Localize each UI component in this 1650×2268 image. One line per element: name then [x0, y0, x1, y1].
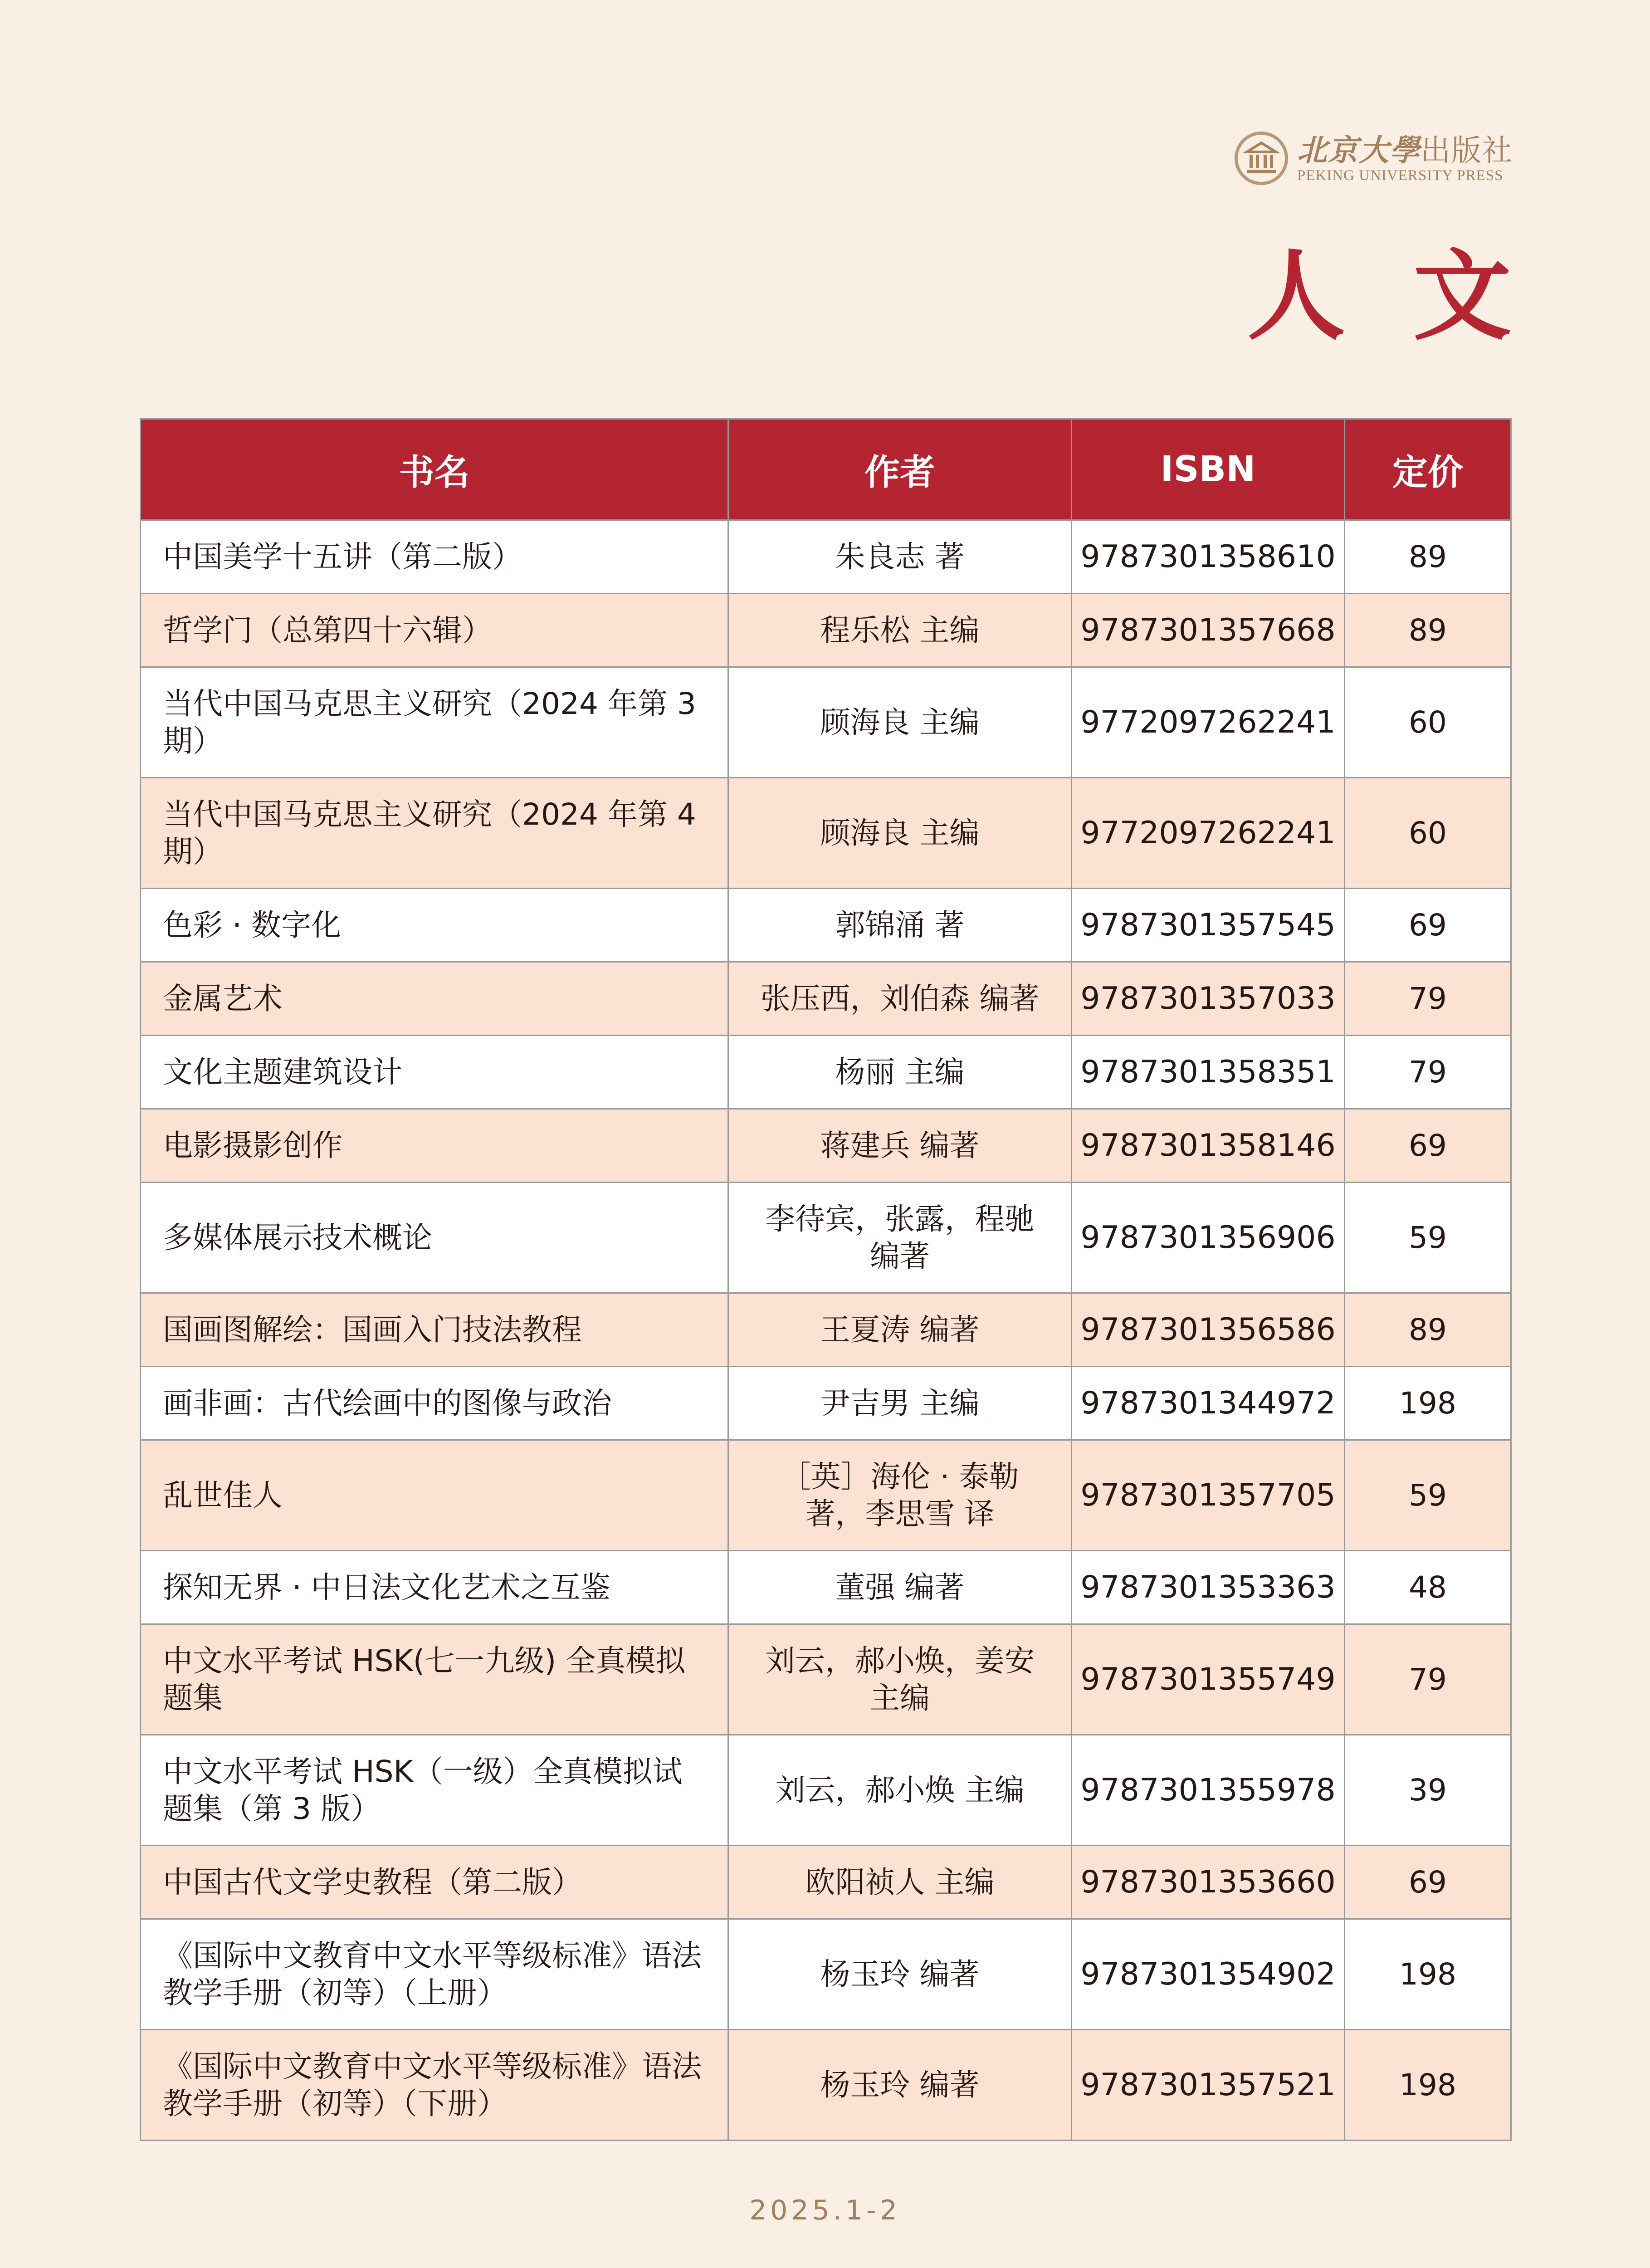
logo-english-name: PEKING UNIVERSITY PRESS [1297, 167, 1504, 184]
book-isbn: 9787301358610 [1072, 520, 1345, 594]
book-price: 198 [1345, 1919, 1511, 2030]
book-author: 李待宾，张露，程驰 编著 [728, 1183, 1072, 1293]
book-title: 金属艺术 [141, 962, 728, 1036]
table-row [141, 667, 1511, 778]
book-isbn: 9787301357705 [1072, 1440, 1345, 1551]
book-title: 《国际中文教育中文水平等级标准》语法教学手册（初等）（下册） [141, 2030, 728, 2141]
header-title: 书名 [141, 419, 728, 520]
table-row [141, 1846, 1511, 1919]
book-isbn: 9787301354902 [1072, 1919, 1345, 2030]
book-author: 蒋建兵 编著 [728, 1109, 1072, 1183]
book-title: 中国美学十五讲（第二版） [141, 520, 728, 594]
book-price: 198 [1345, 1367, 1511, 1440]
book-title: 探知无界 · 中日法文化艺术之互鉴 [141, 1551, 728, 1624]
book-author: 王夏涛 编著 [728, 1293, 1072, 1367]
book-title: 当代中国马克思主义研究（2024 年第 3 期） [141, 667, 728, 778]
logo-press-name: 出版社 [1421, 132, 1513, 168]
book-isbn: 9787301344972 [1072, 1367, 1345, 1440]
book-author: 刘云，郝小焕 主编 [728, 1735, 1072, 1846]
book-price: 79 [1345, 962, 1511, 1036]
book-isbn: 9787301355749 [1072, 1624, 1345, 1735]
book-price: 59 [1345, 1440, 1511, 1551]
logo-calligraphy: 北京大學 [1297, 132, 1421, 168]
book-title: 《国际中文教育中文水平等级标准》语法教学手册（初等）（上册） [141, 1919, 728, 2030]
book-isbn: 9772097262241 [1072, 778, 1345, 889]
page-number: 2025.1-2 [749, 2195, 901, 2226]
book-author: 程乐松 主编 [728, 594, 1072, 667]
header-price: 定价 [1345, 419, 1511, 520]
book-isbn: 9787301356586 [1072, 1293, 1345, 1367]
header-author: 作者 [728, 419, 1072, 520]
header-isbn: ISBN [1072, 419, 1345, 520]
book-price: 89 [1345, 1293, 1511, 1367]
table-row [141, 1735, 1511, 1846]
book-price: 69 [1345, 1109, 1511, 1183]
book-price: 198 [1345, 2030, 1511, 2141]
book-author: 朱良志 著 [728, 520, 1072, 594]
publisher-logo [1235, 132, 1513, 185]
table-row [141, 778, 1511, 889]
book-price: 89 [1345, 594, 1511, 667]
book-author: 郭锦涌 著 [728, 889, 1072, 962]
book-catalog-table [140, 418, 1512, 2141]
table-row [141, 1183, 1511, 1293]
university-seal-icon [1235, 132, 1288, 185]
book-author: 杨玉玲 编著 [728, 2030, 1072, 2141]
book-author: 顾海良 主编 [728, 667, 1072, 778]
book-isbn: 9787301357668 [1072, 594, 1345, 667]
table-row [141, 889, 1511, 962]
book-title: 文化主题建筑设计 [141, 1036, 728, 1109]
book-title: 色彩 · 数字化 [141, 889, 728, 962]
book-price: 59 [1345, 1183, 1511, 1293]
book-price: 79 [1345, 1624, 1511, 1735]
table-row [141, 1036, 1511, 1109]
table-row [141, 1551, 1511, 1624]
table-row [141, 1109, 1511, 1183]
book-isbn: 9787301353660 [1072, 1846, 1345, 1919]
book-price: 89 [1345, 520, 1511, 594]
book-isbn: 9772097262241 [1072, 667, 1345, 778]
book-isbn: 9787301358146 [1072, 1109, 1345, 1183]
table-row [141, 520, 1511, 594]
book-author: 尹吉男 主编 [728, 1367, 1072, 1440]
book-isbn: 9787301355978 [1072, 1735, 1345, 1846]
book-title: 中文水平考试 HSK（一级）全真模拟试题集（第 3 版） [141, 1735, 728, 1846]
book-author: 杨丽 主编 [728, 1036, 1072, 1109]
book-title: 画非画：古代绘画中的图像与政治 [141, 1367, 728, 1440]
book-isbn: 9787301357545 [1072, 889, 1345, 962]
book-isbn: 9787301358351 [1072, 1036, 1345, 1109]
book-title: 当代中国马克思主义研究（2024 年第 4 期） [141, 778, 728, 889]
book-isbn: 9787301353363 [1072, 1551, 1345, 1624]
book-author: 刘云，郝小焕，姜安 主编 [728, 1624, 1072, 1735]
book-price: 69 [1345, 1846, 1511, 1919]
table-row [141, 1440, 1511, 1551]
book-price: 79 [1345, 1036, 1511, 1109]
book-title: 中文水平考试 HSK(七一九级) 全真模拟题集 [141, 1624, 728, 1735]
book-author: 欧阳祯人 主编 [728, 1846, 1072, 1919]
book-author: 顾海良 主编 [728, 778, 1072, 889]
table-row [141, 2030, 1511, 2141]
book-price: 69 [1345, 889, 1511, 962]
page-title: 人文 [1247, 238, 1579, 353]
book-title: 哲学门（总第四十六辑） [141, 594, 728, 667]
table-row [141, 1624, 1511, 1735]
table-row [141, 962, 1511, 1036]
book-price: 60 [1345, 667, 1511, 778]
book-author: ［英］海伦 · 泰勒 著，李思雪 译 [728, 1440, 1072, 1551]
table-header-row [141, 419, 1511, 520]
book-title: 多媒体展示技术概论 [141, 1183, 728, 1293]
book-title: 国画图解绘：国画入门技法教程 [141, 1293, 728, 1367]
table-row [141, 1919, 1511, 2030]
book-title: 中国古代文学史教程（第二版） [141, 1846, 728, 1919]
book-isbn: 9787301357033 [1072, 962, 1345, 1036]
book-title: 乱世佳人 [141, 1440, 728, 1551]
book-isbn: 9787301357521 [1072, 2030, 1345, 2141]
book-price: 60 [1345, 778, 1511, 889]
book-isbn: 9787301356906 [1072, 1183, 1345, 1293]
book-title: 电影摄影创作 [141, 1109, 728, 1183]
book-author: 张压西，刘伯森 编著 [728, 962, 1072, 1036]
book-author: 杨玉玲 编著 [728, 1919, 1072, 2030]
book-price: 48 [1345, 1551, 1511, 1624]
book-price: 39 [1345, 1735, 1511, 1846]
book-author: 董强 编著 [728, 1551, 1072, 1624]
table-row [141, 594, 1511, 667]
table-row [141, 1367, 1511, 1440]
table-row [141, 1293, 1511, 1367]
